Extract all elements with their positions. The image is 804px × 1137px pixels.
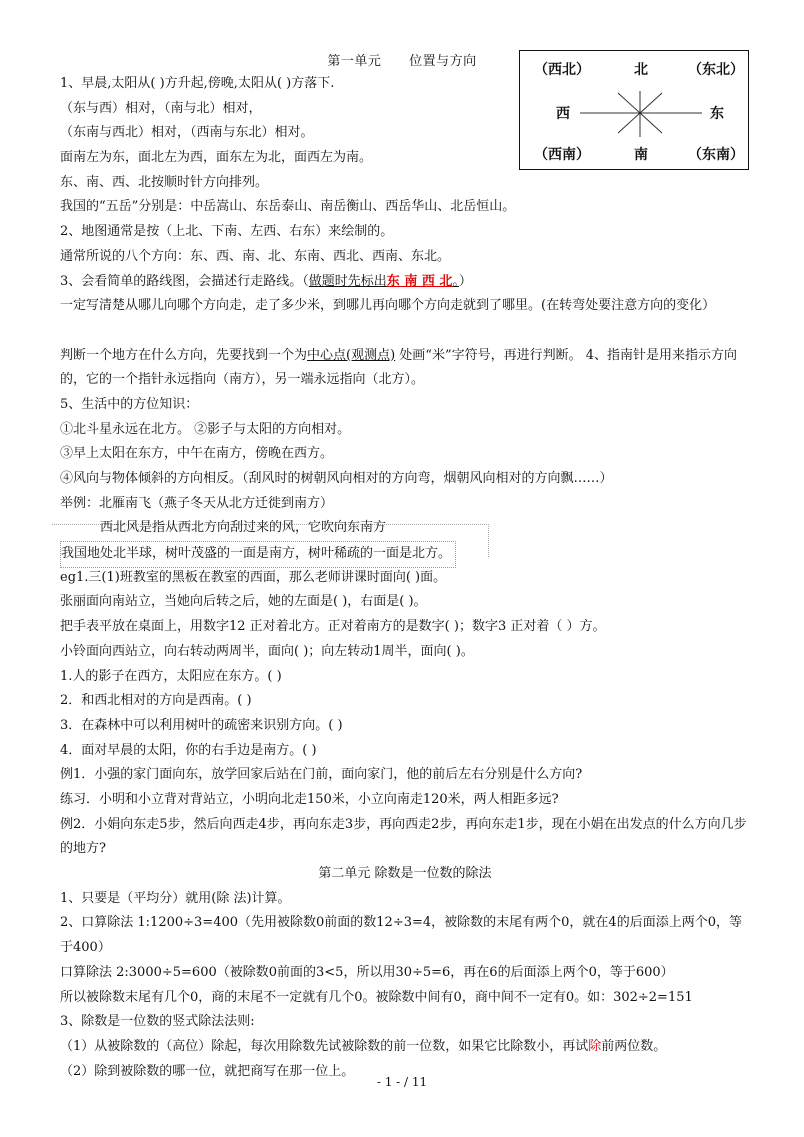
text-line: （2）除到被除数的哪一位，就把商写在那一位上。 — [60, 1063, 355, 1079]
text-line: 一定写清楚从哪儿向哪个方向走，走了多少米，到哪儿再向哪个方向走就到了哪里。(在转弯处要注意方向的变化） — [60, 298, 716, 314]
text-line: 2．和西北相对的方向是西南。( ) — [60, 693, 252, 709]
text-line: 1.人的影子在西方，太阳应在东方。( ) — [60, 668, 282, 684]
text-line: 3．在森林中可以利用树叶的疏密来识别方向。( ) — [60, 717, 343, 733]
text-line: 我国的“五岳”分别是：中岳嵩山、东岳泰山、南岳衡山、西岳华山、北岳恒山。 — [60, 199, 516, 215]
text-line: 1、只要是（平均分）就用(除 法)计算。 — [60, 890, 291, 906]
route-period: 。 — [452, 273, 459, 289]
route-close: ） — [458, 273, 472, 289]
route-text: 3、会看简单的路线图，会描述行走路线。（ — [60, 273, 309, 289]
text-line: 举例：北雁南飞（燕子冬天从北方迁徙到南方） — [60, 495, 334, 511]
compass-northwest: （西北） — [534, 62, 590, 78]
text-line: 东、南、西、北按顺时针方向排列。 — [60, 174, 269, 190]
compass-south: 南 — [634, 147, 648, 163]
text-line: （东与西）相对，（南与北）相对， — [60, 100, 262, 116]
text-line: 1、早晨,太阳从( )方升起,傍晚,太阳从( )方落下. — [60, 76, 335, 91]
text-line: 张丽面向南站立，当她向后转之后，她的左面是( )，右面是( )。 — [60, 594, 427, 610]
page-number: - 1 - / 11 — [376, 1075, 428, 1089]
text-line: 例2．小娟向东走5步，然后向西走4步，再向东走3步，再向西走2步，再向东走1步，现在小娟在出发点的什么方向几步的地方? — [60, 816, 747, 857]
compass-southeast: （东南） — [688, 147, 744, 163]
unit-label: 第一单元 — [327, 54, 382, 69]
rule-highlight: 除 — [588, 1038, 602, 1054]
rule-text: （1）从被除数的（高位）除起，每次用除数先试被除数的前一位数，如果它比除数小，再试 — [60, 1038, 589, 1054]
text-line: 所以被除数末尾有几个0，商的末尾不一定就有几个0。被除数中间有0，商中间不一定有0。如：302÷2=151 — [60, 989, 693, 1005]
compass-west: 西 — [556, 106, 570, 122]
text-line: 把手表平放在桌面上，用数字12 正对着北方。正对着南方的是数字( )；数字3 正对着（ ）方。 — [60, 619, 606, 635]
compass-north: 北 — [634, 62, 648, 78]
route-directions: 东 南 西 北 — [386, 273, 453, 289]
text-line: 3、除数是一位数的竖式除法法则: — [60, 1014, 255, 1030]
text-line: 面南左为东，面北左为西，面东左为北，面西左为南。 — [60, 150, 373, 166]
text-line: 西北风是指从西北方向刮过来的风，它吹向东南方 — [100, 520, 387, 536]
route-line — [60, 270, 750, 295]
compass-east: 东 — [710, 106, 724, 122]
unit-topic: 位置与方向 — [409, 54, 477, 69]
text-line: 例1．小强的家门面向东，放学回家后站在门前，面向家门，他的前后左右分别是什么方向? — [60, 767, 583, 783]
text-line — [60, 541, 750, 566]
text-line: ④风向与物体倾斜的方向相反。（刮风时的树朝风向相对的方向弯，烟朝风向相对的方向飘……） — [60, 471, 613, 487]
unit2-title: 第二单元 除数是一位数的除法 — [318, 866, 492, 882]
text-line: 2、口算除法 1:1200÷3=400（先用被除数0前面的数12÷3=4，被除数的末尾有两个0，就在4的后面添上两个0，等于400） — [60, 915, 742, 956]
judge-text-rest: 处画“米”字符号，再进行判断。 4、指南针是用来指示方向的，它的一个指针永远指向（南方），另一端永远指向（北方）。 — [60, 347, 737, 388]
judge-line — [60, 344, 750, 393]
northern-hemisphere-note: 我国地处北半球，树叶茂盛的一面是南方，树叶稀疏的一面是北方。 — [60, 541, 456, 568]
rule-text-rest: 前两位数。 — [601, 1038, 667, 1054]
text-line: ①北斗星永远在北方。 ②影子与太阳的方向相对。 — [60, 421, 351, 437]
text-line: 通常所说的八个方向：东、西、南、北、东南、西北、西南、东北。 — [60, 248, 451, 264]
text-line: 4．面对早晨的太阳，你的右手边是南方。( ) — [60, 742, 317, 758]
text-line: ③早上太阳在东方，中午在南方，傍晚在西方。 — [60, 446, 334, 462]
text-line: 口算除法 2:3000÷5=600（被除数0前面的3<5，所以用30÷5=6，再在6的后面添上两个0，等于600） — [60, 964, 674, 980]
text-line: 5、生活中的方位知识： — [60, 396, 199, 412]
text-line: 小铃面向西站立，向右转动两周半，面向( )；向左转动1周半，面向( )。 — [60, 643, 474, 659]
rule-line — [60, 1035, 750, 1060]
text-line: （东南与西北）相对，（西南与东北）相对。 — [60, 125, 314, 141]
judge-text: 判断一个地方在什么方向，先要找到一个为 — [60, 347, 308, 363]
text-line: 2、地图通常是按（上北、下南、左西、右东）来绘制的。 — [60, 224, 394, 240]
text-line: 练习．小明和小立背对背站立，小明向北走150米，小立向南走120米，两人相距多远? — [60, 791, 559, 807]
document-body — [60, 72, 750, 1084]
compass-southwest: （西南） — [534, 147, 590, 163]
text-line: eg1.三(1)班教室的黑板在教室的西面，那么老师讲课时面向( )面。 — [60, 569, 447, 585]
center-point: 中心点(观测点) — [307, 347, 396, 363]
route-hint: 做题时先标出 — [308, 273, 387, 289]
compass-northeast: （东北） — [688, 62, 744, 78]
